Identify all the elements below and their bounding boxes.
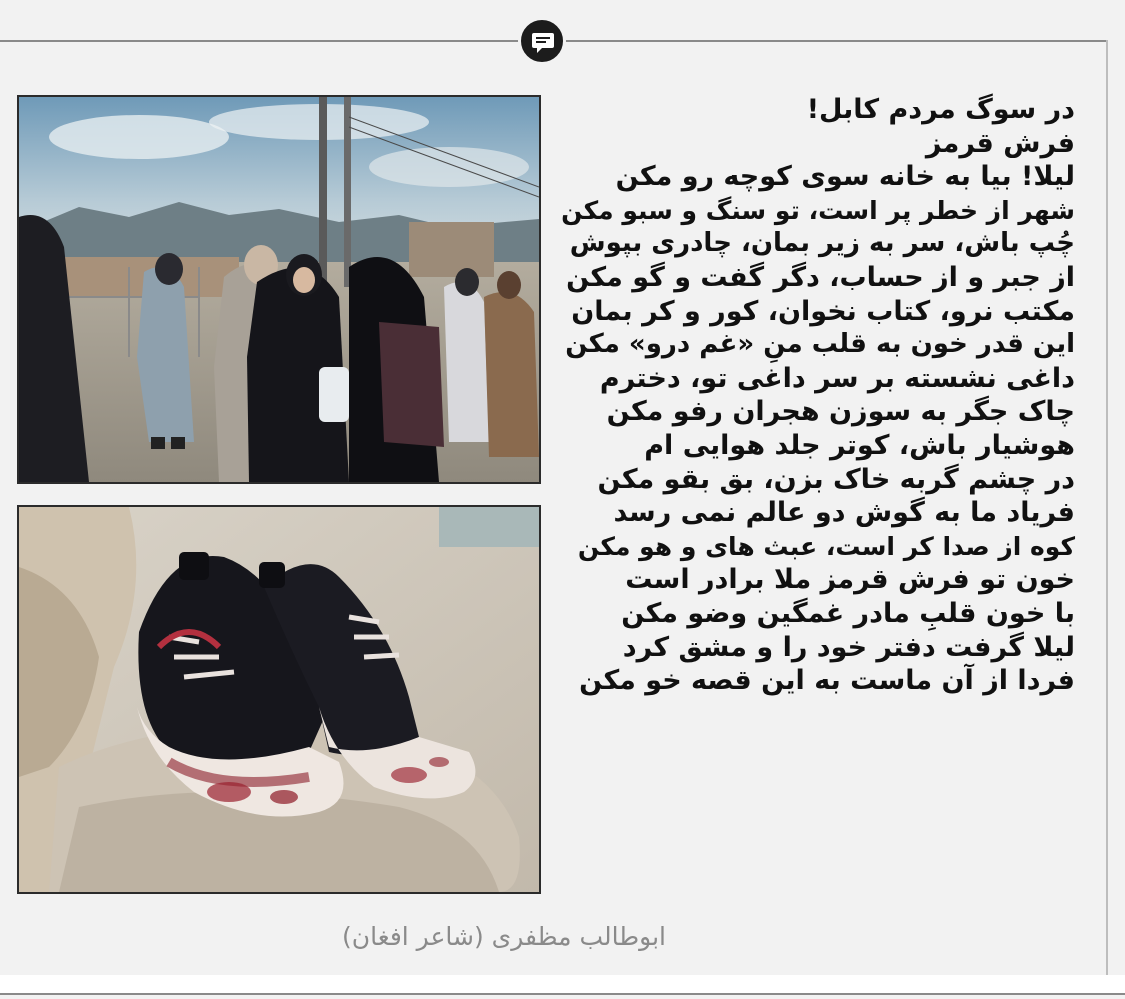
poem-line: مکتب نرو، کتاب نخوان، کور و کر بمان: [571, 295, 1075, 327]
poem-line: از جبر و از حساب، دگر گفت و گو مکن: [566, 261, 1075, 293]
poem-line: با خون قلبِ مادر غمگین وضو مکن: [621, 597, 1075, 629]
poem-line: لیلا! بیا به خانه سوی کوچه رو مکن: [615, 161, 1075, 193]
poem-text: [560, 93, 1075, 698]
shoes-photo: [17, 505, 541, 894]
poem-title-line: در سوگ مردم کابل!: [806, 94, 1075, 125]
poem-line: شهر از خطر پر است، تو سنگ و سبو مکن: [561, 195, 1075, 225]
poem-line: فریاد ما به گوش دو عالم نمی رسد: [613, 497, 1075, 529]
poem-line: این قدر خون به قلب منِ «غم درو» مکن: [565, 329, 1075, 360]
poem-line: چاک جگر به سوزن هجران رفو مکن: [606, 396, 1075, 428]
poet-byline: ابوطالب مظفری (شاعر افغان): [342, 922, 666, 951]
poem-heading: فرش قرمز: [925, 127, 1075, 159]
right-divider: [1106, 40, 1108, 975]
bottom-margin: [0, 975, 1125, 993]
mourners-photo: [17, 95, 541, 484]
poem-line: هوشیار باش، کوتر جلد هوایی ام: [644, 429, 1075, 461]
poem-line: چُپ باش، سر به زیر بمان، چادری بپوش: [569, 228, 1075, 259]
poem-line: در چشم گربه خاک بزن، بق بقو مکن: [597, 463, 1075, 495]
poem-line: خون تو فرش قرمز ملا برادر است: [625, 564, 1075, 596]
comment-badge: [518, 17, 566, 65]
poem-line: کوه از صدا کر است، عبث های و هو مکن: [577, 531, 1075, 561]
poem-line: داغی نشسته بر سر داغی تو، دخترم: [599, 362, 1075, 394]
poem-line: فردا از آن ماست به این قصه خو مکن: [579, 665, 1075, 697]
bottom-divider: [0, 993, 1125, 995]
mourners-image: [19, 97, 539, 482]
comment-icon: [530, 30, 556, 56]
shoes-image: [19, 507, 539, 892]
poem-line: لیلا گرفت دفتر خود را و مشق کرد: [622, 631, 1075, 663]
